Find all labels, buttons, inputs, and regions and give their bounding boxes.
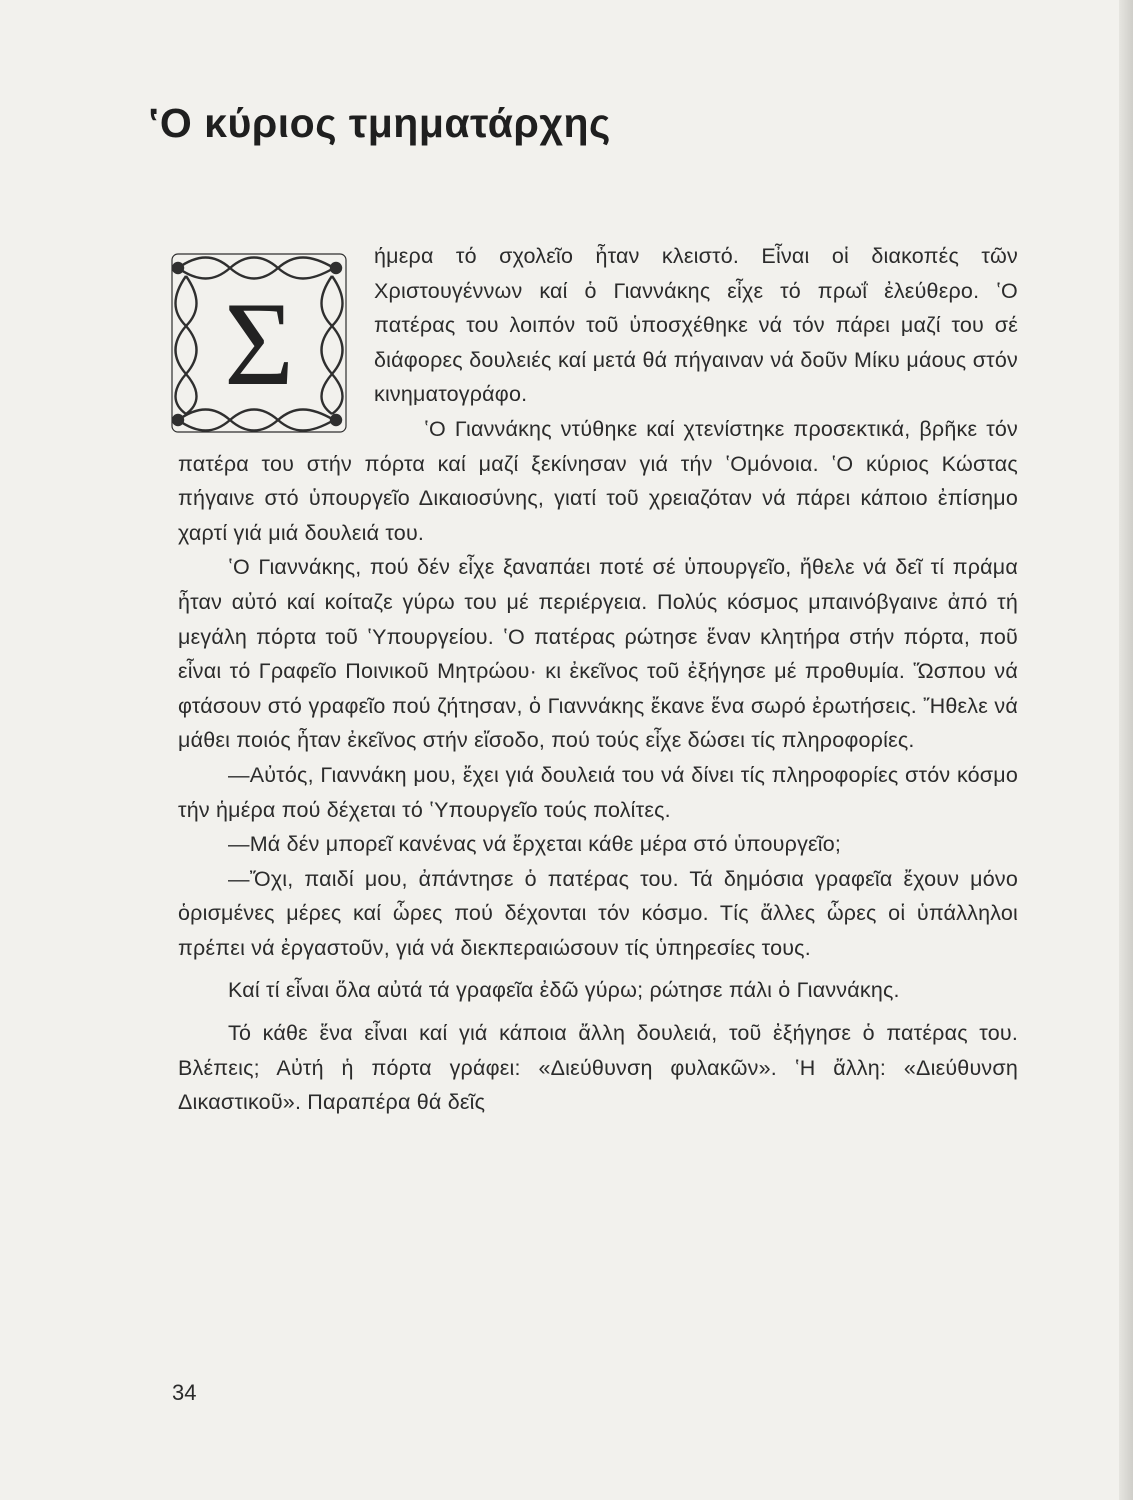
page-edge — [1119, 0, 1133, 1500]
paragraph: —Ὄχι, παιδί μου, ἀπάντησε ὁ πατέρας του. Τά δημόσια γραφεῖα ἔχουν μόνο ὁρισμένες μέρες καί ὧρες πού δέχονται τόν κόσμο. Τίς ἄλλες ὧρες οἱ ὑπάλληλοι πρέπει νά ἐργαστοῦν, γιά νά διεκπεραιώσουν τίς ὑπηρεσίες τους. — [178, 866, 1018, 960]
paragraph: —Μά δέν μπορεῖ κανένας νά ἔρχεται κάθε μέρα στό ὑπουργεῖο; — [228, 832, 842, 857]
paragraph — [178, 239, 1018, 412]
dropcap-letter: Σ — [224, 277, 294, 410]
paragraph-text: ήμερα τό σχολεῖο ἦταν κλειστό. Εἶναι οἱ διακοπές τῶν Χριστουγέννων καί ὁ Γιαννάκης εἶχε τό πρωΐ ἐλεύθερο. ʽΟ πατέρας του λοιπόν τοῦ ὑποσχέθηκε νά τόν πάρει μαζί του σέ διάφορες δουλειές καί μετά θά πήγαιναν νά δοῦν Μίκυ μάους στόν κινηματογράφο. — [374, 244, 1018, 407]
page-number: 34 — [172, 1380, 197, 1405]
chapter-title: ʽΟ κύριος τμηματάρχης — [148, 100, 611, 146]
body-text — [178, 239, 1018, 1120]
paragraph: —Αὐτός, Γιαννάκη μου, ἔχει γιά δουλειά του νά δίνει τίς πληροφορίες στόν κόσμο τήν ἡμέρα πού δέχεται τό ʽΥπουργεῖο τούς πολίτες. — [178, 762, 1018, 822]
paragraph: Τό κάθε ἕνα εἶναι καί γιά κάποια ἄλλη δουλειά, τοῦ ἐξήγησε ὁ πατέρας του. Βλέπεις; Αὐτή ἡ πόρτα γράφει: «Διεύθυνση φυλακῶν». ʽΗ ἄλλη: «Διεύθυνση Δικαστικοῦ». Παραπέρα θά δεῖς — [178, 1021, 1018, 1115]
dropcap-space — [178, 239, 368, 429]
paragraph: ʽΟ Γιαννάκης, πού δέν εἶχε ξαναπάει ποτέ σέ ὑπουργεῖο, ἤθελε νά δεῖ τί πράμα ἦταν αὐτό καί κοίταζε γύρω του μέ περιέργεια. Πολύς κόσμος μπαινόβγαινε ἀπό τή μεγάλη πόρτα τοῦ ʽΥπουργείου. ʽΟ πατέρας ρώτησε ἕναν κλητήρα στήν πόρτα, ποῦ εἶναι τό Γραφεῖο Ποινικοῦ Μητρώου· κι ἐκεῖνος τοῦ ἐξήγησε μέ προθυμία. Ὥσπου νά φτάσουν στό γραφεῖο πού ζήτησαν, ὁ Γιαννάκης ἔκανε ἕνα σωρό ἐρωτήσεις. Ἤθελε νά μάθει ποιός ἦταν ἐκεῖνος στήν εἴσοδο, πού τούς εἶχε δώσει τίς πληροφορίες. — [178, 555, 1018, 753]
paragraph: Καί τί εἶναι ὅλα αὐτά τά γραφεῖα ἐδῶ γύρω; ρώτησε πάλι ὁ Γιαννάκης. — [228, 978, 900, 1003]
paragraph: ʽΟ Γιαννάκης ντύθηκε καί χτενίστηκε προσεκτικά, βρῆκε τόν πατέρα του στήν πόρτα καί μαζί ξεκίνησαν γιά τήν ʽΟμόνοια. ʽΟ κύριος Κώστας πήγαινε στό ὑπουργεῖο Δικαιοσύνης, γιατί τοῦ χρειαζόταν νά πάρει κάποιο ἐπίσημο χαρτί γιά μιά δουλειά του. — [178, 416, 1018, 545]
